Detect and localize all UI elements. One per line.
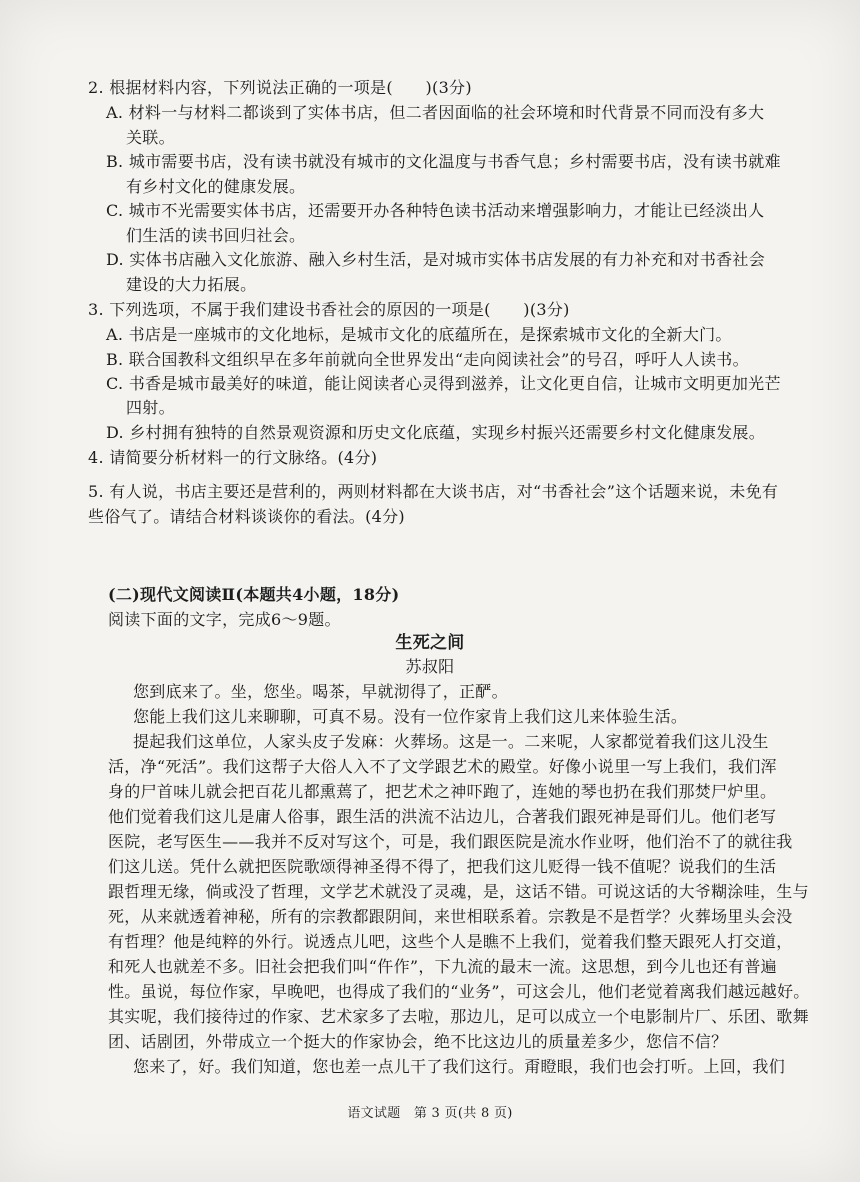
paragraph-line: 您能上我们这儿来聊聊，可真不易。没有一位作家肯上我们这儿来体验生活。 — [133, 707, 688, 726]
paragraph-line: 跟哲理无缘，倘或没了哲理，文学艺术就没了灵魂，是，这话不错。可说这话的大爷糊涂哇，生与 — [108, 882, 809, 901]
paragraph-line: 身的尸首味儿就会把百花儿都熏蔫了，把艺术之神吓跑了，连她的琴也扔在我们那焚尸炉里。 — [108, 782, 777, 801]
article-author: 苏叔阳 — [405, 657, 455, 676]
question-3-option-a: A. 书店是一座城市的文化地标，是城市文化的底蕴所在，是探索城市文化的全新大门。 — [106, 325, 732, 344]
question-2-option-c: C. 城市不光需要实体书店，还需要开办各种特色读书活动来增强影响力，才能让已经淡出人 — [106, 201, 765, 220]
question-2-option-c-cont: 们生活的读书回归社会。 — [126, 226, 306, 245]
question-3-stem: 3. 下列选项，不属于我们建设书香社会的原因的一项是( )(3分) — [88, 300, 570, 319]
paragraph-line: 医院，老写医生——我并不反对写这个，可是，我们跟医院是流水作业呀，他们治不了的就往我 — [108, 832, 793, 851]
paragraph-line: 们这儿送。凭什么就把医院歌颂得神圣得不得了，把我们这儿贬得一钱不值呢？说我们的生活 — [108, 857, 777, 876]
paragraph-line: 有哲理？他是纯粹的外行。说透点儿吧，这些个人是瞧不上我们，觉着我们整天跟死人打交道， — [108, 932, 793, 951]
question-2-option-a-cont: 关联。 — [126, 128, 175, 147]
question-2-option-b-cont: 有乡村文化的健康发展。 — [126, 177, 306, 196]
page-footer: 语文试题 第 3 页(共 8 页) — [347, 1106, 513, 1121]
question-4-stem: 4. 请简要分析材料一的行文脉络。(4分) — [88, 448, 378, 467]
question-2-option-b: B. 城市需要书店，没有读书就没有城市的文化温度与书香气息；乡村需要书店，没有读书就难 — [106, 152, 781, 171]
section-heading: (二)现代文阅读Ⅱ(本题共4小题，18分) — [108, 585, 400, 604]
paragraph-line: 团、话剧团，外带成立一个挺大的作家协会，绝不比这边儿的质量差多少，您信不信？ — [108, 1032, 728, 1051]
paragraph-line: 活，净“死活”。我们这帮子大俗人入不了文学跟艺术的殿堂。好像小说里一写上我们，我们浑 — [108, 757, 777, 776]
question-5-stem: 5. 有人说，书店主要还是营利的，两则材料都在大谈书店，对“书香社会”这个话题来说，未免有 — [88, 482, 779, 501]
question-3-option-c-cont: 四射。 — [126, 398, 175, 417]
paragraph-line: 死，从来就透着神秘，所有的宗教都跟阴间，来世相联系着。宗教是不是哲学？火葬场里头会没 — [108, 907, 793, 926]
question-2-stem: 2. 根据材料内容，下列说法正确的一项是( )(3分) — [88, 78, 472, 97]
paragraph-line: 他们觉着我们这儿是庸人俗事，跟生活的洪流不沾边儿，合著我们跟死神是哥们儿。他们老写 — [108, 807, 777, 826]
question-3-option-b: B. 联合国教科文组织早在多年前就向全世界发出“走向阅读社会”的号召，呼吁人人读书。 — [106, 350, 749, 369]
article-title: 生死之间 — [395, 633, 465, 653]
question-3-option-c: C. 书香是城市最美好的味道，能让阅读者心灵得到滋养，让文化更自信，让城市文明更加光芒 — [106, 374, 781, 393]
paragraph-line: 您来了，好。我们知道，您也差一点儿干了我们这行。甭瞪眼，我们也会打听。上回，我们 — [133, 1057, 786, 1076]
paragraph-line: 提起我们这单位，人家头皮子发麻：火葬场。这是一。二来呢，人家都觉着我们这儿没生 — [133, 732, 769, 751]
question-2-option-d: D. 实体书店融入文化旅游、融入乡村生活，是对城市实体书店发展的有力补充和对书香社会 — [106, 250, 766, 269]
question-5-stem-cont: 些俗气了。请结合材料谈谈你的看法。(4分) — [88, 507, 405, 526]
question-3-option-d: D. 乡村拥有独特的自然景观资源和历史文化底蕴，实现乡村振兴还需要乡村文化健康发展。 — [106, 423, 766, 442]
question-2-option-a: A. 材料一与材料二都谈到了实体书店，但二者因面临的社会环境和时代背景不同而没有多大 — [106, 103, 765, 122]
paragraph-line: 其实呢，我们接待过的作家、艺术家多了去啦，那边儿，足可以成立一个电影制片厂、乐团、歌舞 — [108, 1007, 809, 1026]
paragraph-line: 和死人也就差不多。旧社会把我们叫“仵作”，下九流的最末一流。这思想，到今儿也还有普遍 — [108, 957, 777, 976]
section-instruction: 阅读下面的文字，完成6～9题。 — [108, 610, 341, 629]
paragraph-line: 性。虽说，每位作家，早晚吧，也得成了我们的“业务”，可这会儿，他们老觉着离我们越远越好。 — [108, 982, 810, 1001]
paragraph-line: 您到底来了。坐，您坐。喝茶，早就沏得了，正酽。 — [133, 682, 508, 701]
question-2-option-d-cont: 建设的大力拓展。 — [126, 275, 257, 294]
